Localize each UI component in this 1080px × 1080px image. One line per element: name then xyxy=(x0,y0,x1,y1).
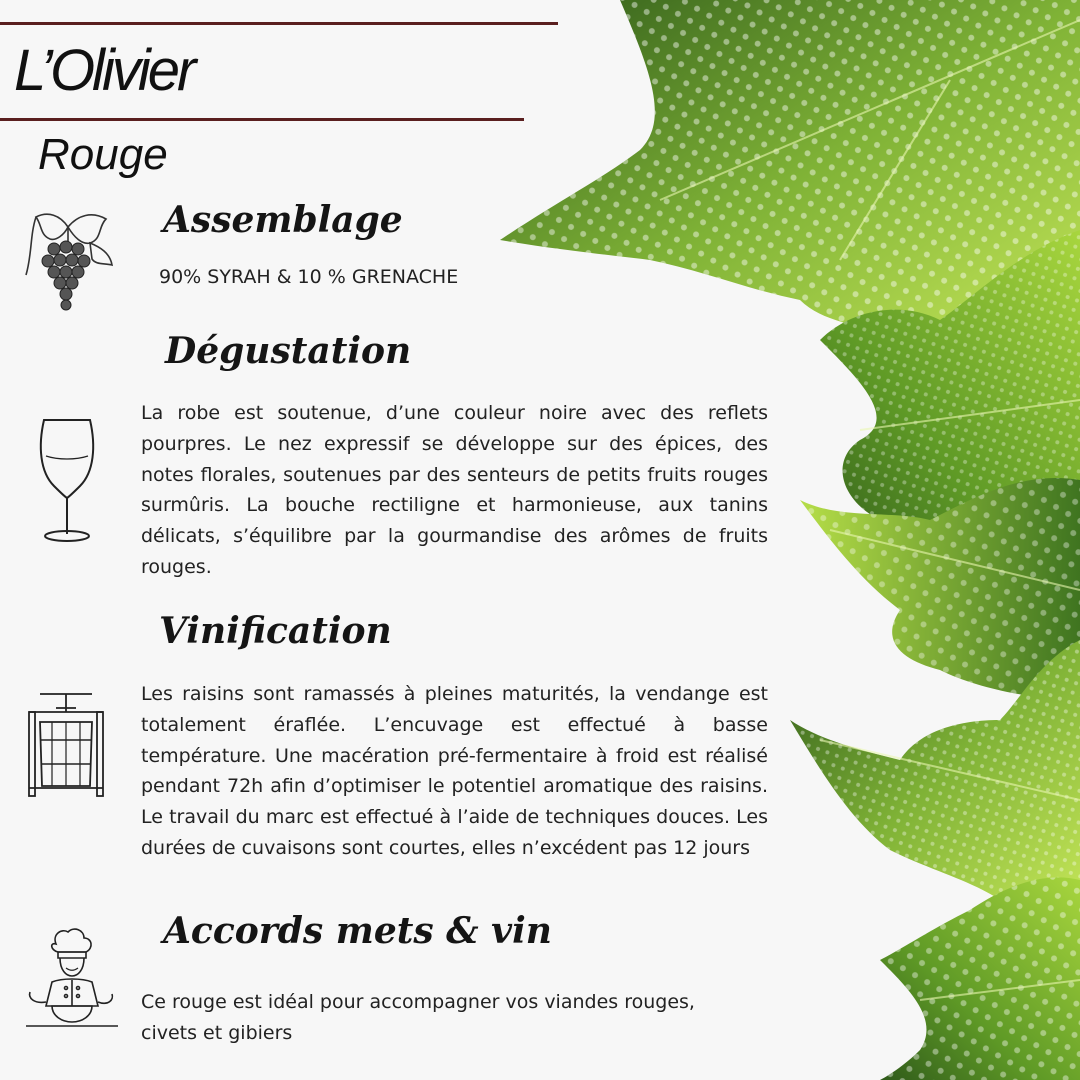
accords-heading: Accords mets & vin xyxy=(163,910,552,952)
top-rule xyxy=(0,22,558,25)
wine-color: Rouge xyxy=(38,130,168,179)
bottom-rule xyxy=(0,118,524,121)
vinification-heading: Vinification xyxy=(159,610,392,652)
wine-press-icon xyxy=(26,688,106,798)
chef-icon xyxy=(22,926,122,1030)
assemblage-text: 90% SYRAH & 10 % GRENACHE xyxy=(159,266,459,288)
wine-glass-icon xyxy=(36,416,98,544)
accords-text: Ce rouge est idéal pour accompagner vos viandes rouges, civets et gibiers xyxy=(141,991,695,1044)
degustation-heading: Dégustation xyxy=(165,330,412,372)
assemblage-heading: Assemblage xyxy=(163,199,403,241)
degustation-text: La robe est soutenue, d’une couleur noire avec des reflets pourpres. Le nez expressif se développe sur des épices, des notes florales, soutenues par des senteurs de petits fruits rouges surmûris. La bouche rectiligne et harmonieuse, aux tanins délicats, s’équilibre par la gourmandise des arômes de fruits rouges. xyxy=(141,402,768,578)
grapes-icon xyxy=(20,205,116,315)
vinification-text: Les raisins sont ramassés à pleines maturités, la vendange est totalement éraflée. L’encuvage est effectué à basse température. Une macération pré-fermentaire à froid est réalisé pendant 72h afin d’optimiser le potentiel aromatique des raisins. Le travail du marc est effectué à l’aide de techniques douces. Les durées de cuvaisons sont courtes, elles n’excédent pas 12 jours xyxy=(141,683,768,859)
brand-name: L’Olivier xyxy=(14,38,194,103)
